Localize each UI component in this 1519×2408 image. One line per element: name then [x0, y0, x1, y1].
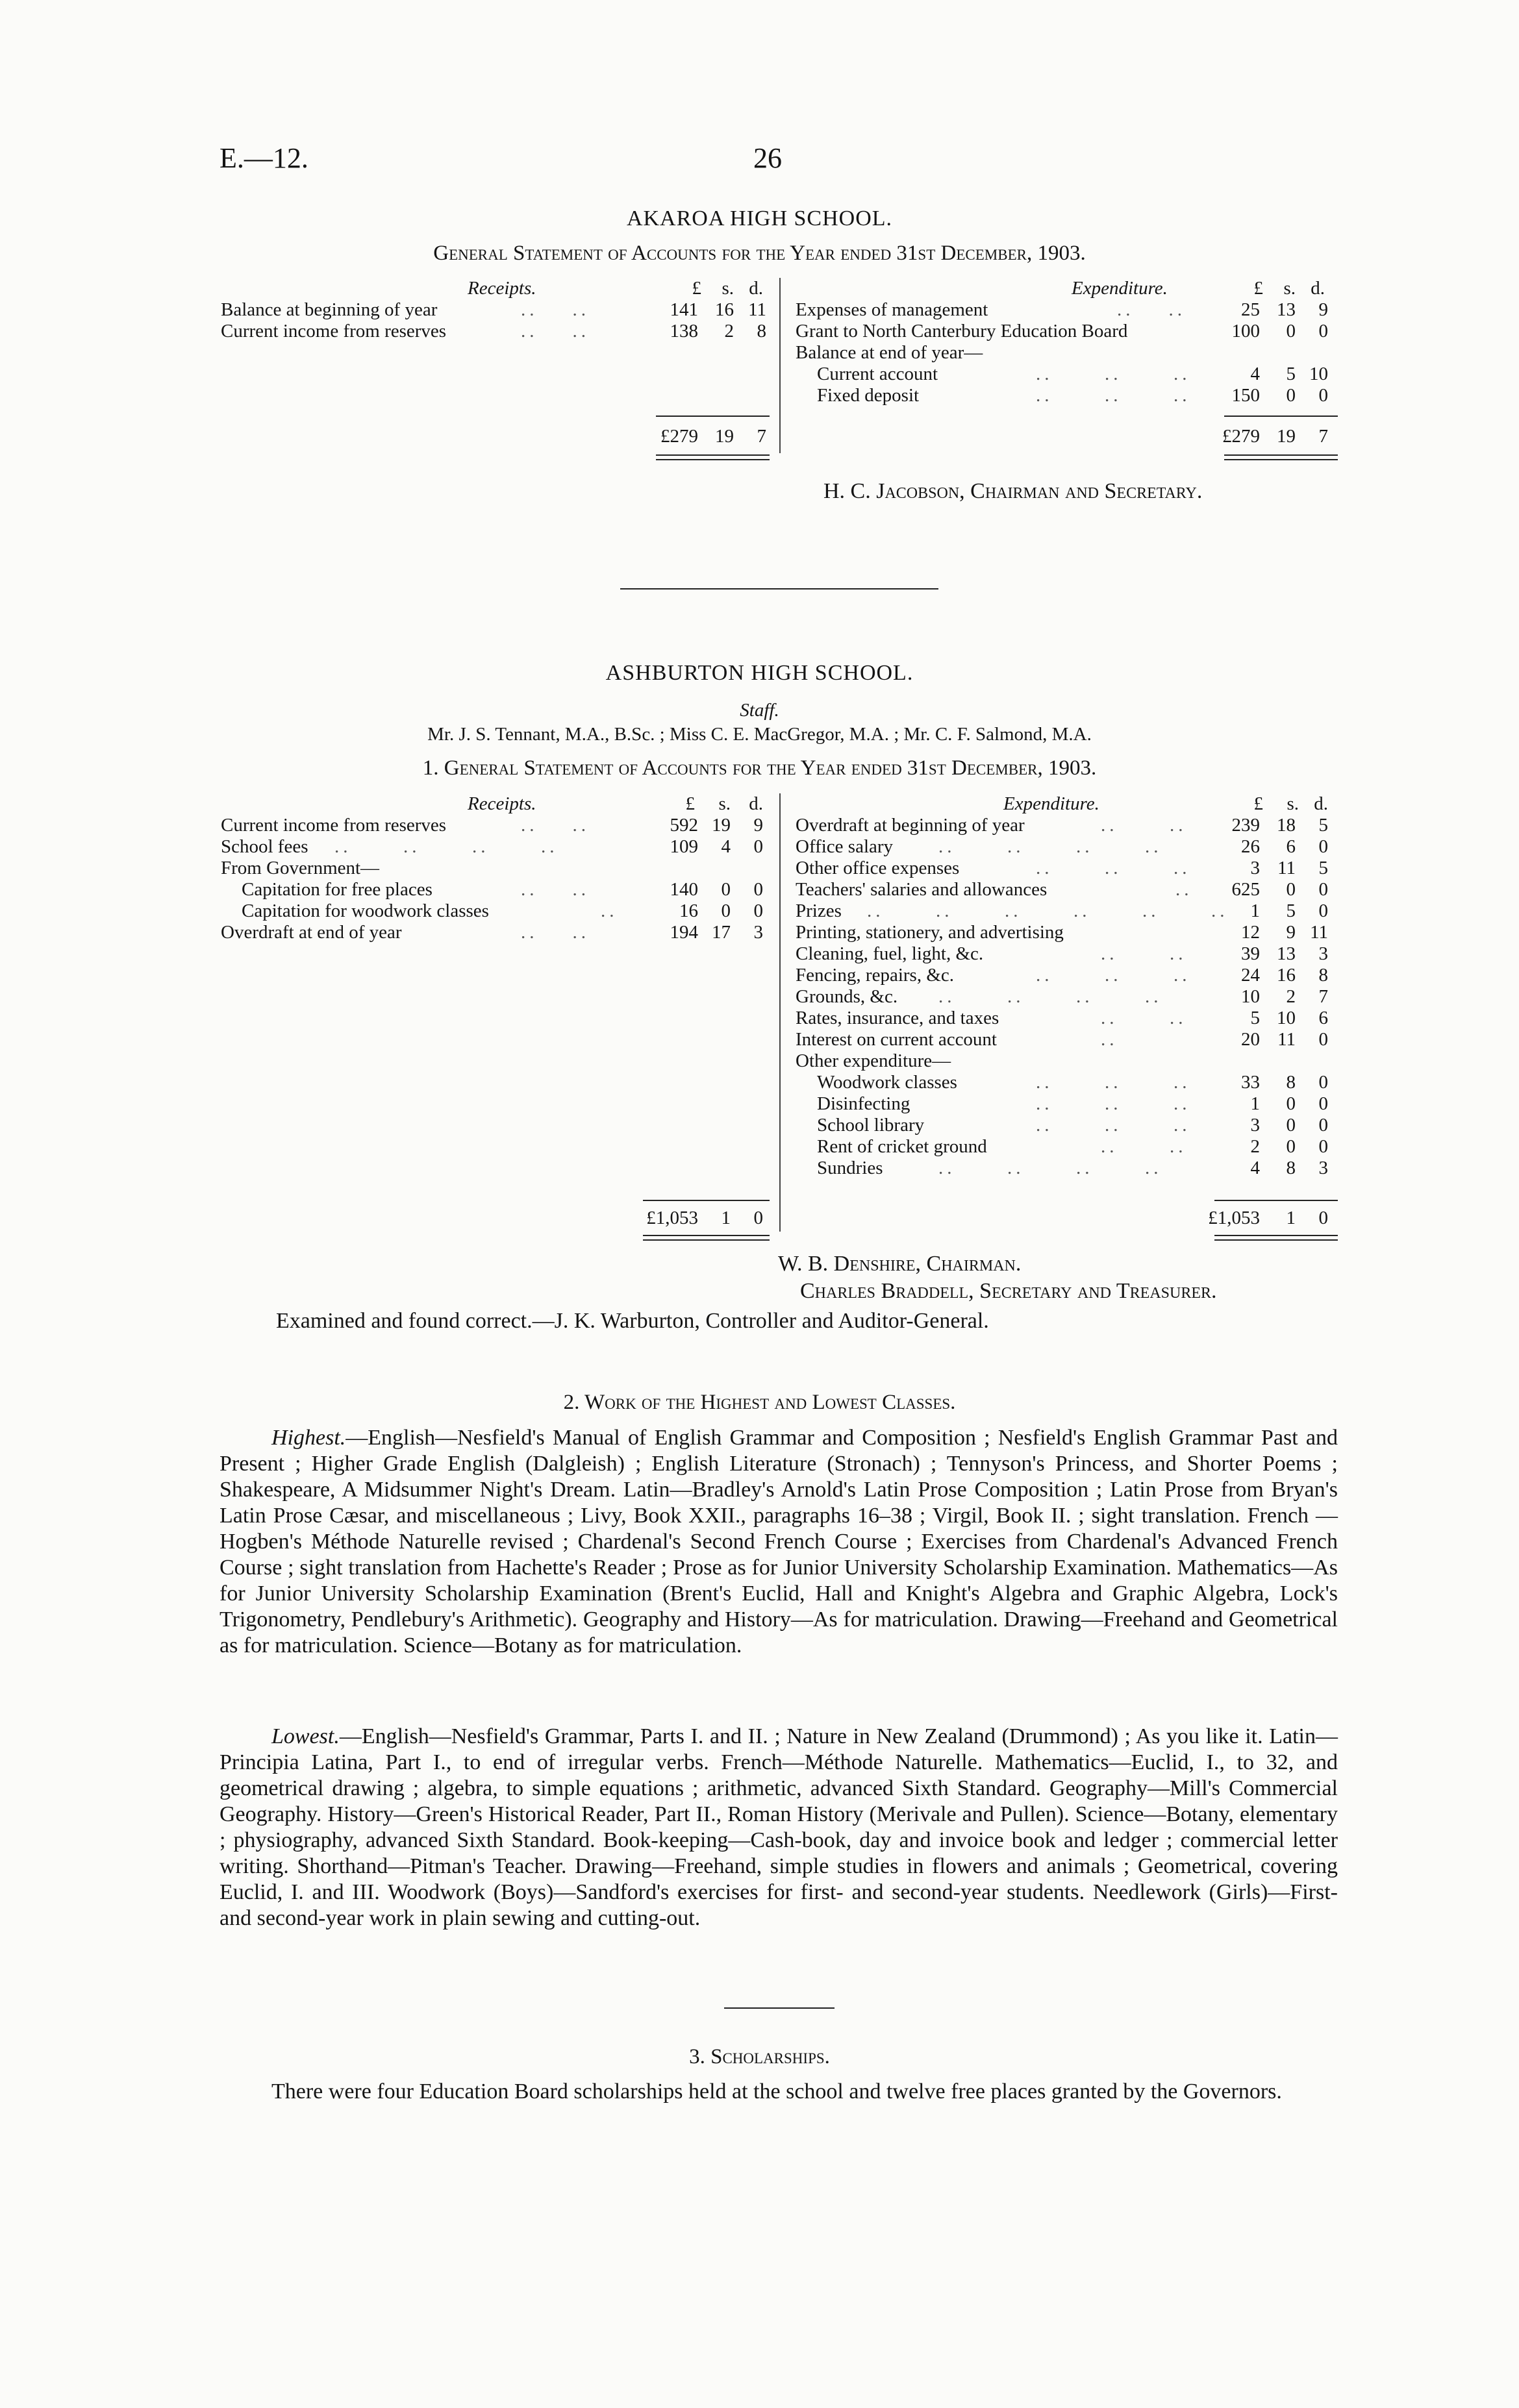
ashburton-expenditure-total-shillings: 1: [1286, 1208, 1296, 1228]
rule: [1224, 454, 1338, 456]
column-divider: [779, 278, 781, 453]
ashburton-expenditure-pence: 0: [1318, 879, 1328, 900]
ashburton-expenditure-shillings: 11: [1277, 858, 1296, 878]
dot-leader: .. .. .. ..: [334, 836, 559, 857]
akaroa-exp-col-pence: d.: [1311, 278, 1325, 299]
section-divider: [620, 588, 938, 590]
rule: [656, 454, 770, 456]
akaroa-expenditure-pence: 0: [1318, 385, 1328, 406]
akaroa-exp-col-shillings: s.: [1283, 278, 1296, 299]
ashburton-expenditure-pence: 0: [1318, 1072, 1328, 1093]
ashburton-expenditure-label: Prizes: [796, 900, 842, 921]
dot-leader: .. .. ..: [1036, 1072, 1191, 1093]
ashburton-expenditure-label: School library: [817, 1115, 925, 1136]
akaroa-receipt-label: Current income from reserves: [221, 321, 447, 341]
ashburton-expenditure-shillings: 8: [1286, 1072, 1296, 1093]
akaroa-expenditure-pounds: 150: [1231, 385, 1260, 406]
ashburton-expenditure-pence: 11: [1310, 922, 1328, 943]
ashburton-expenditure-pounds: 239: [1231, 815, 1260, 836]
dot-leader: ..: [1101, 1029, 1118, 1050]
ashburton-expenditure-shillings: 13: [1277, 943, 1296, 964]
ashburton-receipt-label: Capitation for woodwork classes: [242, 900, 489, 921]
akaroa-expenditure-total-shillings: 19: [1277, 426, 1296, 447]
ashburton-expenditure-pence: 0: [1318, 1093, 1328, 1114]
auditor-note: [276, 1309, 989, 1334]
akaroa-expenditure-shillings: 5: [1286, 364, 1296, 384]
ashburton-receipts-total-shillings: 1: [721, 1208, 731, 1228]
ashburton-expenditure-pounds: 12: [1241, 922, 1260, 943]
ashburton-expenditure-label: Rates, insurance, and taxes: [796, 1008, 999, 1028]
rule: [656, 416, 770, 417]
akaroa-expenditure-label: Grant to North Canterbury Education Board: [796, 321, 1128, 341]
ashburton-expenditure-total-pounds: £1,053: [1208, 1208, 1260, 1228]
ashburton-receipt-pounds: 109: [670, 836, 698, 857]
akaroa-expenditure-pounds: 4: [1250, 364, 1260, 384]
ashburton-expenditure-label: Other expenditure—: [796, 1050, 951, 1071]
highest-label: Highest.: [271, 1426, 346, 1450]
dot-leader: .. .. .. ..: [938, 1158, 1162, 1178]
ashburton-expenditure-label: Fencing, repairs, &c.: [796, 965, 955, 986]
ashburton-expenditure-pounds: 5: [1250, 1008, 1260, 1028]
akaroa-exp-col-pounds: £: [1253, 278, 1263, 299]
dot-leader: .. .. ..: [1036, 385, 1191, 406]
ashburton-receipt-shillings: 19: [712, 815, 731, 836]
dot-leader: ..: [1175, 879, 1193, 900]
dot-leader: .. ..: [521, 299, 590, 320]
section-2-title: 2. Work of the Highest and Lowest Classes.: [563, 1391, 956, 1414]
signature-secretary: Charles Braddell, Secretary and Treasurer.: [800, 1279, 1217, 1303]
akaroa-signature: H. C. Jacobson, Chairman and Secretary.: [823, 479, 1203, 503]
ashburton-receipt-pence: 0: [753, 900, 763, 921]
ashburton-receipt-label: School fees: [221, 836, 308, 857]
akaroa-statement-title: General Statement of Accounts for the Year ended 31st December, 1903.: [433, 242, 1086, 265]
rule: [656, 459, 770, 460]
ashburton-expenditure-pounds: 33: [1241, 1072, 1260, 1093]
akaroa-expenditure-pence: 0: [1318, 321, 1328, 341]
ashburton-receipt-label: Overdraft at end of year: [221, 922, 402, 943]
ashburton-expenditure-label: Rent of cricket ground: [817, 1136, 987, 1157]
ashburton-expenditure-label: Teachers' salaries and allowances: [796, 879, 1048, 900]
ashburton-expenditure-pence: 5: [1318, 858, 1328, 878]
ashburton-expenditure-heading: Expenditure.: [1003, 793, 1099, 814]
rule: [1224, 459, 1338, 460]
dot-leader: .. .. ..: [1036, 858, 1191, 878]
ashburton-expenditure-pounds: 3: [1250, 1115, 1260, 1136]
ashburton-exp-col-pounds: £: [1253, 793, 1263, 814]
ashburton-expenditure-shillings: 18: [1277, 815, 1296, 836]
ashburton-receipt-shillings: 0: [721, 900, 731, 921]
ashburton-receipt-pence: 3: [753, 922, 763, 943]
ashburton-expenditure-label: Cleaning, fuel, light, &c.: [796, 943, 984, 964]
ashburton-expenditure-pence: 0: [1318, 1029, 1328, 1050]
akaroa-expenditure-total-pence: 7: [1318, 426, 1328, 447]
akaroa-receipt-shillings: 2: [724, 321, 734, 341]
document-code: E.—12.: [220, 142, 308, 174]
akaroa-expenditure-shillings: 0: [1286, 321, 1296, 341]
ashburton-expenditure-label: Woodwork classes: [817, 1072, 957, 1093]
ashburton-receipt-pounds: 592: [670, 815, 698, 836]
ashburton-expenditure-label: Printing, stationery, and advertising: [796, 922, 1064, 943]
lowest-text: —English—Nesfield's Grammar, Parts I. and II. ; Nature in New Zealand (Drummond) ; As you like it. Latin—Principia Latina, Part I., to end of irregular verbs. French—Méthode Naturelle. Mathematics—Euclid, I., to 32, and geometrical drawing ; algebra, to simple equations ; arithmetic, advanced Sixth Standard. Geography—Mill's Commercial Geography. History—Green's Historical Reader, Part II., Roman History (Merivale and Pullen). Science—Botany, elementary ; physiography, advanced Sixth Standard. Book-keeping—Cash-book, day and invoice book and ledger ; commercial letter writing. Shorthand—Pitman's Teacher. Drawing—Freehand, simple studies in flowers and animals ; Geometrical, covering Euclid, I. and III. Woodwork (Boys)—Sandford's exercises for first- and second-year students. Needlework (Girls)—First- and second-year work in plain sewing and cutting-out.: [220, 1724, 1338, 1930]
akaroa-expenditure-label: Current account: [817, 364, 938, 384]
akaroa-receipts-total-shillings: 19: [715, 426, 734, 447]
akaroa-receipt-pence: 8: [757, 321, 766, 341]
dot-leader: .. ..: [521, 815, 590, 836]
dot-leader: .. ..: [1101, 1136, 1187, 1157]
ashburton-col-shillings: s.: [718, 793, 731, 814]
akaroa-receipt-pounds: 138: [670, 321, 698, 341]
dot-leader: .. .. .. .. .. ..: [867, 900, 1229, 921]
ashburton-statement-title: 1. General Statement of Accounts for the Year ended 31st December, 1903.: [422, 756, 1097, 780]
ashburton-receipt-pounds: 16: [679, 900, 698, 921]
ashburton-expenditure-label: Sundries: [817, 1158, 883, 1178]
ashburton-expenditure-label: Disinfecting: [817, 1093, 910, 1114]
rule: [1214, 1239, 1338, 1241]
dot-leader: .. ..: [521, 922, 590, 943]
dot-leader: .. ..: [521, 321, 590, 341]
lowest-class-paragraph: [220, 1724, 1338, 1931]
highest-class-paragraph: [220, 1425, 1338, 1659]
ashburton-title: ASHBURTON HIGH SCHOOL.: [605, 661, 914, 685]
ashburton-expenditure-label: Grounds, &c.: [796, 986, 898, 1007]
ashburton-receipt-pounds: 194: [670, 922, 698, 943]
ashburton-expenditure-pounds: 1: [1250, 900, 1260, 921]
ashburton-expenditure-shillings: 9: [1286, 922, 1296, 943]
ashburton-expenditure-pence: 5: [1318, 815, 1328, 836]
ashburton-expenditure-pounds: 1: [1250, 1093, 1260, 1114]
ashburton-exp-col-pence: d.: [1314, 793, 1328, 814]
ashburton-receipts-total-pounds: £1,053: [646, 1208, 698, 1228]
ashburton-expenditure-pounds: 4: [1250, 1158, 1260, 1178]
ashburton-expenditure-shillings: 10: [1277, 1008, 1296, 1028]
ashburton-expenditure-shillings: 2: [1286, 986, 1296, 1007]
dot-leader: .. .. ..: [1036, 1115, 1191, 1136]
ashburton-expenditure-pounds: 39: [1241, 943, 1260, 964]
rule: [1214, 1200, 1338, 1201]
ashburton-expenditure-label: Overdraft at beginning of year: [796, 815, 1025, 836]
ashburton-expenditure-shillings: 8: [1286, 1158, 1296, 1178]
section-divider: [724, 2007, 835, 2009]
akaroa-title: AKAROA HIGH SCHOOL.: [626, 206, 893, 230]
akaroa-receipt-shillings: 16: [715, 299, 734, 320]
ashburton-receipt-label: Current income from reserves: [221, 815, 447, 836]
dot-leader: .. .. ..: [1036, 364, 1191, 384]
ashburton-receipt-shillings: 17: [712, 922, 731, 943]
ashburton-expenditure-pence: 3: [1318, 943, 1328, 964]
akaroa-expenditure-label: Expenses of management: [796, 299, 988, 320]
akaroa-expenditure-total-pounds: £279: [1222, 426, 1260, 447]
ashburton-expenditure-label: Interest on current account: [796, 1029, 997, 1050]
ashburton-receipt-shillings: 0: [721, 879, 731, 900]
akaroa-expenditure-pounds: 25: [1241, 299, 1260, 320]
ashburton-expenditure-pence: 3: [1318, 1158, 1328, 1178]
ashburton-expenditure-shillings: 0: [1286, 1115, 1296, 1136]
akaroa-expenditure-pence: 10: [1309, 364, 1328, 384]
akaroa-receipts-total-pence: 7: [757, 426, 766, 447]
akaroa-expenditure-pounds: 100: [1231, 321, 1260, 341]
staff-list: Mr. J. S. Tennant, M.A., B.Sc. ; Miss C. E. MacGregor, M.A. ; Mr. C. F. Salmond, M.A.: [427, 724, 1092, 745]
ashburton-receipt-shillings: 4: [721, 836, 731, 857]
akaroa-expenditure-pence: 9: [1318, 299, 1328, 320]
ashburton-expenditure-shillings: 0: [1286, 1136, 1296, 1157]
akaroa-receipt-pence: 11: [748, 299, 766, 320]
ashburton-expenditure-pence: 6: [1318, 1008, 1328, 1028]
ashburton-receipt-label: Capitation for free places: [242, 879, 433, 900]
ashburton-expenditure-label: Other office expenses: [796, 858, 960, 878]
ashburton-expenditure-shillings: 6: [1286, 836, 1296, 857]
ashburton-receipt-pence: 0: [753, 879, 763, 900]
dot-leader: .. .. .. ..: [938, 986, 1162, 1007]
ashburton-receipts-total-pence: 0: [753, 1208, 763, 1228]
ashburton-expenditure-pounds: 24: [1241, 965, 1260, 986]
ashburton-expenditure-pence: 7: [1318, 986, 1328, 1007]
akaroa-col-pence: d.: [749, 278, 763, 299]
akaroa-col-pounds: £: [692, 278, 701, 299]
ashburton-receipt-label: From Government—: [221, 858, 380, 878]
ashburton-expenditure-pounds: 2: [1250, 1136, 1260, 1157]
ashburton-expenditure-pence: 0: [1318, 1136, 1328, 1157]
column-divider: [779, 793, 781, 1232]
scholarships-text: There were four Education Board scholarships held at the school and twelve free places granted by the Governors.: [271, 2079, 1282, 2104]
highest-text: —English—Nesfield's Manual of English Grammar and Composition ; Nesfield's English Grammar Past and Present ; Higher Grade English (Dalgleish) ; English Literature (Stronach) ; Tennyson's Princess, and Shorter Poems ; Shakespeare, A Midsummer Night's Dream. Latin—Bradley's Arnold's Latin Prose Composition ; Latin Prose from Bryan's Latin Prose Cæsar, and miscellaneous ; Livy, Book XXII., paragraphs 16–38 ; Virgil, Book II. ; sight translation. French — Hogben's Méthode Naturelle revised ; Chardenal's Second French Course ; Exercises from Chardenal's Advanced French Course ; sight translation from Hachette's Reader ; Prose as for Junior University Scholarship Examination. Mathematics—As for Junior University Scholarship Examination (Brent's Euclid, Hall and Knight's Algebra and Graphic Algebra, Lock's Trigonometry, Pendlebury's Arithmetic). Geography and History—As for matriculation. Drawing—Freehand and Geometrical as for matriculation. Science—Botany as for matriculation.: [220, 1426, 1338, 1657]
ashburton-receipt-pounds: 140: [670, 879, 698, 900]
ashburton-receipts-heading: Receipts.: [468, 793, 536, 814]
ashburton-expenditure-shillings: 0: [1286, 1093, 1296, 1114]
akaroa-expenditure-label: Balance at end of year—: [796, 342, 983, 363]
ashburton-expenditure-pounds: 26: [1241, 836, 1260, 857]
akaroa-expenditure-label: Fixed deposit: [817, 385, 920, 406]
akaroa-expenditure-heading: Expenditure.: [1072, 278, 1168, 299]
rule: [1214, 1235, 1338, 1236]
akaroa-col-shillings: s.: [722, 278, 734, 299]
ashburton-expenditure-shillings: 11: [1277, 1029, 1296, 1050]
ashburton-expenditure-total-pence: 0: [1318, 1208, 1328, 1228]
ashburton-receipt-pence: 9: [753, 815, 763, 836]
ashburton-col-pounds: £: [685, 793, 695, 814]
akaroa-receipts-total-pounds: £279: [660, 426, 698, 447]
page-number: 26: [753, 142, 782, 174]
akaroa-receipts-heading: Receipts.: [468, 278, 536, 299]
dot-leader: .. ..: [1117, 299, 1186, 320]
ashburton-expenditure-label: Office salary: [796, 836, 894, 857]
dot-leader: .. ..: [1101, 815, 1187, 836]
dot-leader: .. .. ..: [1036, 965, 1191, 986]
rule: [643, 1200, 770, 1201]
dot-leader: .. .. ..: [1036, 1093, 1191, 1114]
ashburton-expenditure-pence: 0: [1318, 1115, 1328, 1136]
rule: [643, 1239, 770, 1241]
akaroa-receipt-label: Balance at beginning of year: [221, 299, 438, 320]
section-3-title: 3. Scholarships.: [689, 2045, 830, 2068]
akaroa-expenditure-shillings: 13: [1277, 299, 1296, 320]
akaroa-receipt-pounds: 141: [670, 299, 698, 320]
dot-leader: .. ..: [1101, 1008, 1187, 1028]
ashburton-expenditure-pounds: 20: [1241, 1029, 1260, 1050]
lowest-label: Lowest.: [271, 1724, 340, 1748]
dot-leader: .. ..: [521, 879, 590, 900]
ashburton-expenditure-pence: 8: [1318, 965, 1328, 986]
ashburton-receipt-pence: 0: [753, 836, 763, 857]
akaroa-expenditure-shillings: 0: [1286, 385, 1296, 406]
auditor-note-text: Examined and found correct.—J. K. Warburton, Controller and Auditor-General.: [276, 1309, 989, 1333]
staff-heading: Staff.: [740, 700, 779, 721]
rule: [643, 1235, 770, 1236]
ashburton-col-pence: d.: [749, 793, 763, 814]
ashburton-expenditure-shillings: 5: [1286, 900, 1296, 921]
ashburton-expenditure-pounds: 10: [1241, 986, 1260, 1007]
dot-leader: .. .. .. ..: [938, 836, 1162, 857]
ashburton-expenditure-pounds: 625: [1231, 879, 1260, 900]
ashburton-expenditure-pence: 0: [1318, 900, 1328, 921]
ashburton-expenditure-shillings: 16: [1277, 965, 1296, 986]
dot-leader: .. ..: [1101, 943, 1187, 964]
ashburton-exp-col-shillings: s.: [1287, 793, 1299, 814]
dot-leader: ..: [601, 900, 618, 921]
ashburton-expenditure-shillings: 0: [1286, 879, 1296, 900]
signature-chairman: W. B. Denshire, Chairman.: [778, 1252, 1022, 1276]
ashburton-expenditure-pence: 0: [1318, 836, 1328, 857]
scholarships-paragraph: [220, 2079, 1338, 2105]
rule: [1224, 416, 1338, 417]
ashburton-expenditure-pounds: 3: [1250, 858, 1260, 878]
